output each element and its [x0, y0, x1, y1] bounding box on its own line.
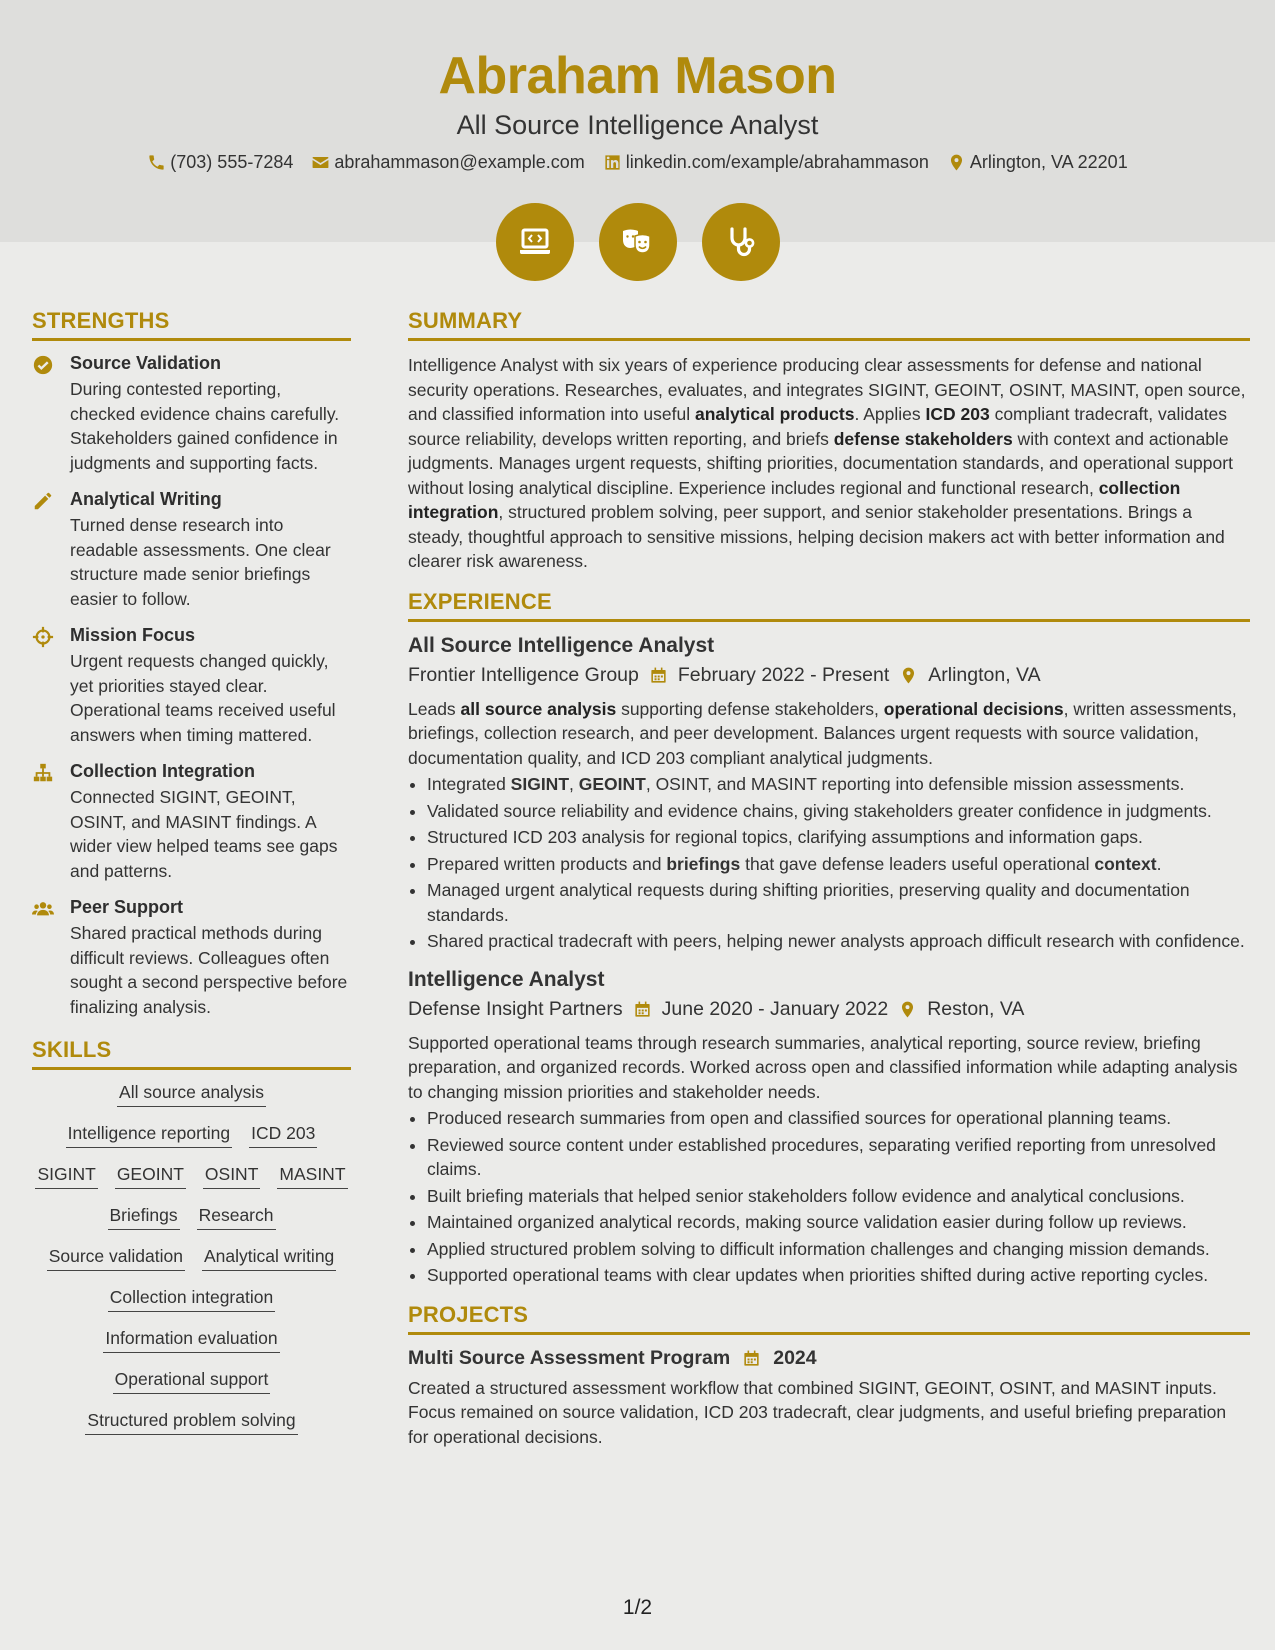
skills-heading: SKILLS: [32, 1037, 351, 1070]
left-column: [32, 308, 351, 1435]
skills-list: [32, 1082, 351, 1435]
experience-heading: EXPERIENCE: [408, 589, 1250, 622]
strength-icon-wrap: [32, 489, 58, 611]
contact-phone-text: (703) 555-7284: [170, 152, 294, 172]
text-run: Shared practical tradecraft with peers, helping newer analysts approach difficult research with confidence.: [427, 931, 1245, 951]
bold-phrase: collection integration: [408, 477, 1181, 522]
job-entry: [408, 634, 1250, 954]
skill-tag: Research: [197, 1205, 276, 1230]
theater-masks-icon: [618, 222, 658, 262]
skill-tag: OSINT: [203, 1164, 260, 1189]
location-icon: [899, 666, 918, 685]
skill-row: [66, 1123, 318, 1148]
job-meta: [408, 998, 1250, 1021]
strength-desc: Urgent requests changed quickly, yet priorities stayed clear. Operational teams received useful answers when timing mattered.: [70, 651, 336, 745]
stethoscope-badge: [702, 203, 780, 281]
text-run: , structured problem solving, peer support, and senior stakeholder presentations. Brings a steady, thoughtful approach to sensitive missions, helping decision makers act with better information and clearer risk awareness.: [408, 502, 1225, 571]
experience-list: [408, 634, 1250, 1288]
job-entry: [408, 968, 1250, 1288]
text-run: Supported operational teams through research summaries, analytical reporting, source review, briefing preparation, and organized records. Worked across open and classified information while adapting analysis to changing mission priorities and stakeholder needs.: [408, 1032, 1238, 1102]
bold-phrase: context: [1094, 853, 1157, 874]
project-title: Multi Source Assessment Program: [408, 1346, 731, 1369]
users-icon: [32, 898, 54, 920]
job-location-text: Arlington, VA: [928, 663, 1041, 686]
skill-tag: Operational support: [113, 1369, 271, 1394]
skill-tag: Intelligence reporting: [66, 1123, 232, 1148]
bold-phrase: analytical products: [694, 404, 855, 424]
strength-desc: Shared practical methods during difficult reviews. Colleagues often sought a second perspective before finalizing analysis.: [70, 923, 348, 1017]
bold-phrase: ICD 203: [925, 404, 990, 424]
job-intro: [408, 697, 1250, 771]
job-title: Intelligence Analyst: [408, 967, 605, 991]
bullet-item: [427, 799, 1250, 824]
contact-email-text[interactable]: abrahammason@example.com: [334, 152, 585, 172]
job-company: Frontier Intelligence Group: [408, 663, 639, 686]
skill-row: [85, 1410, 297, 1435]
summary-text: [408, 353, 1250, 574]
skill-row: [103, 1328, 279, 1353]
text-run: Validated source reliability and evidence chains, giving stakeholders greater confidence in judgments.: [427, 800, 1212, 821]
skill-row: [117, 1082, 266, 1107]
text-run: Intelligence Analyst with six years of experience producing clear assessments for defense and national security operations. Researches, evaluates, and integrates SIGINT, GEOINT, OSINT, MASINT, open source, and classified information into useful: [408, 355, 1246, 424]
strength-body: [70, 625, 351, 747]
job-dates-text: February 2022 - Present: [677, 663, 890, 686]
text-run: Structured ICD 203 analysis for regional topics, clarifying assumptions and information gaps.: [427, 827, 1143, 847]
stethoscope-icon: [721, 222, 761, 262]
calendar-icon: [649, 666, 668, 685]
contact-linkedin-text[interactable]: linkedin.com/example/abrahammason: [625, 152, 929, 172]
strength-body: [70, 761, 351, 883]
strength-icon-wrap: [32, 353, 58, 475]
text-run: Applied structured problem solving to difficult information challenges and changing mission demands.: [427, 1238, 1210, 1259]
right-column: [408, 308, 1250, 1449]
strength-title: Analytical Writing: [70, 489, 222, 509]
candidate-name: Abraham Mason: [438, 47, 837, 105]
skill-tag: Source validation: [47, 1246, 185, 1271]
contact-location: [947, 152, 1128, 173]
strength-body: [70, 353, 351, 475]
skill-tag: GEOINT: [115, 1164, 186, 1189]
strengths-list: [32, 353, 351, 1019]
location-icon: [947, 153, 966, 172]
bullet-item: [427, 1106, 1250, 1131]
bullet-item: [427, 1133, 1250, 1182]
text-run: .: [1156, 853, 1162, 874]
text-run: Produced research summaries from open and classified sources for operational planning teams.: [427, 1108, 1172, 1128]
candidate-title: All Source Intelligence Analyst: [456, 110, 819, 140]
job-bullets: [427, 772, 1250, 954]
job-intro: [408, 1031, 1250, 1105]
bold-phrase: GEOINT: [578, 774, 646, 794]
strength-title: Mission Focus: [70, 625, 196, 645]
text-run: Integrated: [427, 774, 511, 794]
bullet-item: [427, 772, 1250, 797]
skill-tag: Analytical writing: [202, 1246, 336, 1271]
bullet-item: [427, 1184, 1250, 1209]
text-run: supporting defense stakeholders,: [616, 698, 884, 719]
location-icon: [898, 1000, 917, 1019]
job-location: [898, 998, 1024, 1021]
skill-tag: Information evaluation: [103, 1328, 279, 1353]
strength-title: Collection Integration: [70, 761, 256, 781]
text-run: Prepared written products and: [427, 853, 667, 874]
contact-phone: [147, 152, 293, 173]
bold-phrase: operational decisions: [883, 698, 1064, 719]
text-run: , written assessments, briefings, collection research, and peer development. Balances urgent requests with source validation, documentation quality, and ICD 203 compliant analytical judgments.: [408, 698, 1237, 768]
skill-tag: Structured problem solving: [85, 1410, 297, 1435]
strength-icon-wrap: [32, 761, 58, 883]
job-company: Defense Insight Partners: [408, 997, 623, 1020]
job-title: All Source Intelligence Analyst: [408, 633, 715, 657]
sitemap-icon: [32, 762, 54, 784]
calendar-icon: [742, 1349, 761, 1368]
projects-heading: PROJECTS: [408, 1302, 1250, 1335]
strength-item: [32, 353, 351, 475]
job-dates: [649, 664, 889, 687]
job-location-text: Reston, VA: [927, 997, 1025, 1020]
job-meta: [408, 664, 1250, 687]
strengths-heading: STRENGTHS: [32, 308, 351, 341]
text-run: ,: [569, 774, 579, 794]
project-year: 2024: [773, 1346, 817, 1369]
strength-item: [32, 489, 351, 611]
laptop-code-badge: [496, 203, 574, 281]
text-run: that gave defense leaders useful operational: [740, 853, 1095, 874]
text-run: Managed urgent analytical requests during shifting priorities, preserving quality and documentation standards.: [427, 880, 1190, 925]
crosshairs-icon: [32, 626, 54, 648]
job-bullets: [427, 1106, 1250, 1288]
strength-body: [70, 489, 351, 611]
text-run: Maintained organized analytical records, making source validation easier during follow up reviews.: [427, 1212, 1187, 1232]
bullet-item: [427, 825, 1250, 850]
page-number: 1/2: [622, 1596, 653, 1619]
strength-title: Peer Support: [70, 897, 184, 917]
text-run: Leads: [408, 698, 461, 719]
text-run: Built briefing materials that helped senior stakeholders follow evidence and analytical conclusions.: [427, 1185, 1185, 1206]
skill-tag: MASINT: [277, 1164, 347, 1189]
strength-desc: Turned dense research into readable assessments. One clear structure made senior briefings easier to follow.: [70, 515, 331, 609]
skill-tag: All source analysis: [117, 1082, 266, 1107]
contact-bar: [0, 152, 1275, 173]
strength-icon-wrap: [32, 897, 58, 1019]
project-desc: Created a structured assessment workflow that combined SIGINT, GEOINT, OSINT, and MASINT inputs. Focus remained on source validation, ICD 203 tradecraft, clear judgments, and useful briefing preparation for operational decisions.: [408, 1377, 1227, 1447]
strength-icon-wrap: [32, 625, 58, 747]
text-run: Supported operational teams with clear updates when priorities shifted during active reporting cycles.: [427, 1265, 1209, 1285]
text-run: Reviewed source content under established procedures, separating verified reporting from unresolved claims.: [427, 1134, 1216, 1179]
skill-row: [35, 1164, 347, 1189]
strength-item: [32, 761, 351, 883]
bullet-item: [427, 1263, 1250, 1288]
text-run: with context and actionable judgments. Manages urgent requests, shifting priorities, documentation standards, and operational support without losing analytical discipline. Experience includes regional and functional research,: [408, 428, 1233, 498]
job-dates: [633, 998, 889, 1021]
calendar-icon: [633, 1000, 652, 1019]
strength-desc: During contested reporting, checked evidence chains carefully. Stakeholders gained confidence in judgments and supporting facts.: [70, 379, 340, 473]
linkedin-icon: [603, 153, 622, 172]
laptop-code-icon: [515, 222, 555, 262]
bold-phrase: briefings: [666, 853, 741, 874]
pencil-icon: [32, 490, 54, 512]
bold-phrase: SIGINT: [510, 774, 570, 794]
bold-phrase: defense stakeholders: [833, 428, 1013, 449]
resume-header: [0, 0, 1275, 242]
contact-linkedin[interactable]: [603, 152, 929, 173]
phone-icon: [147, 153, 166, 172]
skill-row: [113, 1369, 271, 1394]
bullet-item: [427, 929, 1250, 954]
bullet-item: [427, 852, 1250, 877]
skill-tag: Briefings: [108, 1205, 180, 1230]
hobby-badges: [0, 203, 1275, 281]
bold-phrase: all source analysis: [460, 698, 617, 719]
strength-item: [32, 897, 351, 1019]
skill-row: [108, 1287, 275, 1312]
bullet-item: [427, 1210, 1250, 1235]
job-dates-text: June 2020 - January 2022: [661, 997, 889, 1020]
skill-row: [108, 1205, 276, 1230]
skill-tag: Collection integration: [108, 1287, 275, 1312]
job-location: [899, 664, 1040, 687]
check-circle-icon: [32, 354, 54, 376]
bullet-item: [427, 878, 1250, 927]
projects-list: [408, 1347, 1250, 1450]
contact-email[interactable]: [311, 152, 584, 173]
strength-desc: Connected SIGINT, GEOINT, OSINT, and MASINT findings. A wider view helped teams see gaps and patterns.: [70, 787, 338, 881]
strength-title: Source Validation: [70, 353, 222, 373]
text-run: compliant tradecraft, validates source reliability, develops written reporting, and briefs: [408, 404, 1228, 449]
contact-location-text: Arlington, VA 22201: [969, 152, 1128, 172]
skill-row: [47, 1246, 337, 1271]
text-run: , OSINT, and MASINT reporting into defensible mission assessments.: [645, 774, 1185, 794]
text-run: . Applies: [854, 404, 926, 424]
summary-heading: SUMMARY: [408, 308, 1250, 341]
project-header: [408, 1347, 1250, 1370]
strength-item: [32, 625, 351, 747]
email-icon: [311, 153, 330, 172]
bullet-item: [427, 1237, 1250, 1262]
skill-tag: ICD 203: [249, 1123, 317, 1148]
theater-masks-badge: [599, 203, 677, 281]
skill-tag: SIGINT: [35, 1164, 97, 1189]
strength-body: [70, 897, 351, 1019]
